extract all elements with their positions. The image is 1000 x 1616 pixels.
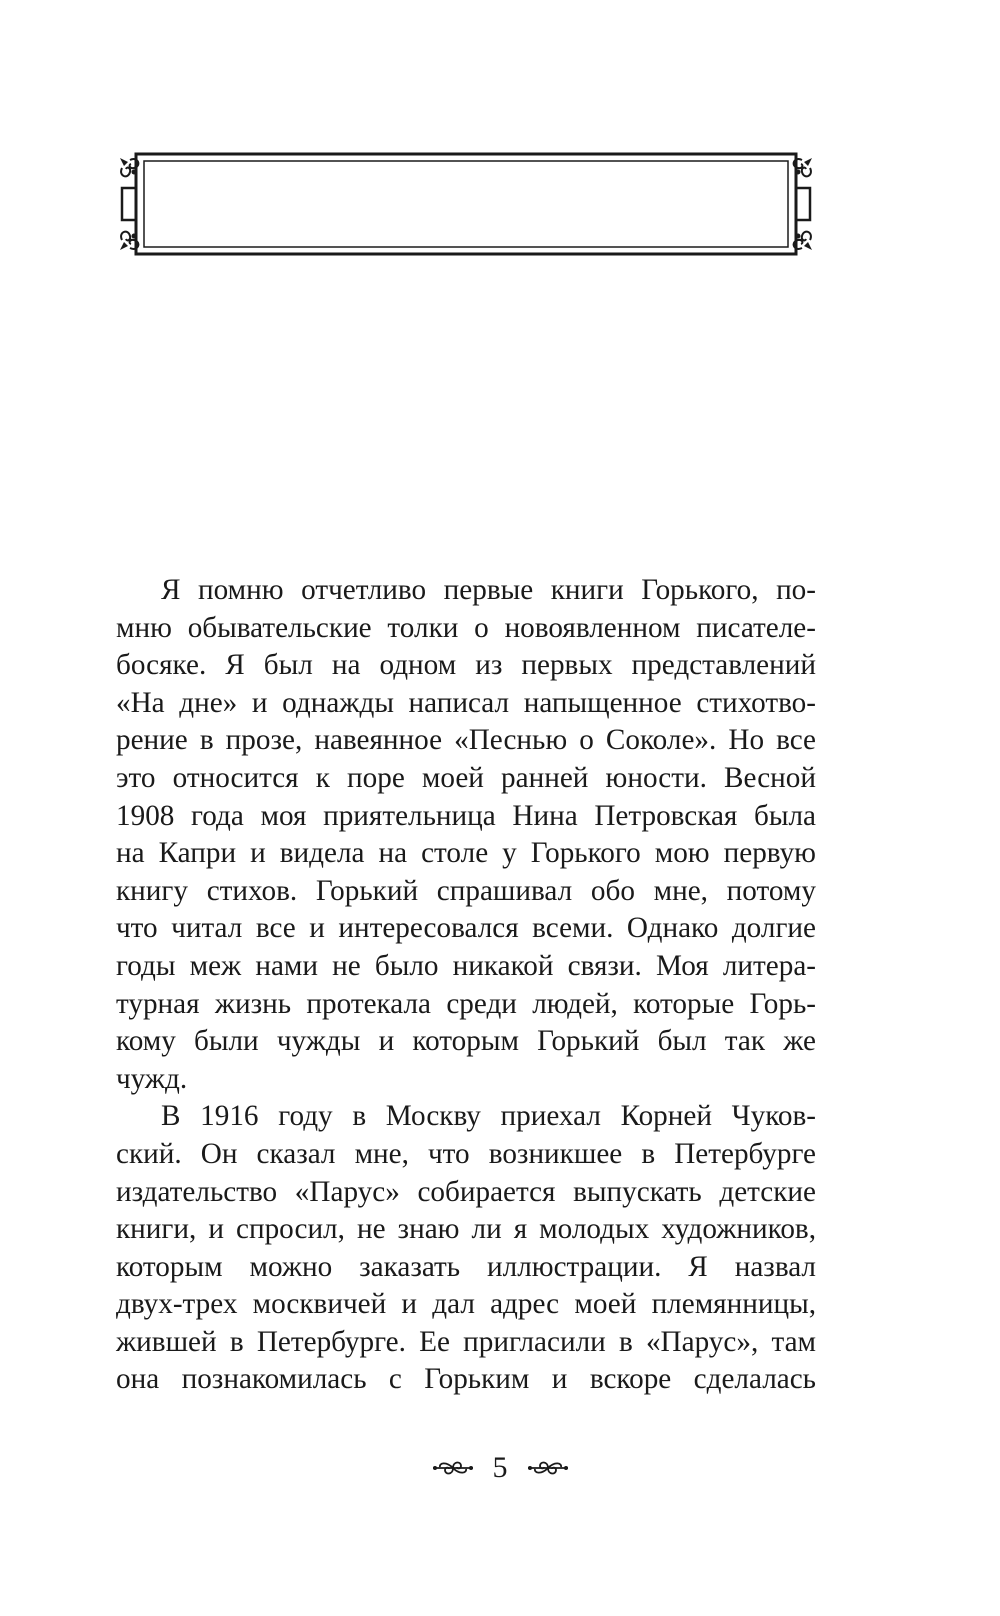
text-line: мню обывательские толки о новоявленном писателе- — [116, 611, 816, 644]
text-line: которым можно заказать иллюстрации. Я назвал — [116, 1250, 816, 1283]
text-line: кому были чужды и которым Горький был так же — [116, 1025, 816, 1058]
text-line: двух-трех москвичей и дал адрес моей племянницы, — [116, 1288, 816, 1321]
text-line: ский. Он сказал мне, что возникшее в Петербурге — [116, 1137, 816, 1170]
text-line: рение в прозе, навеянное «Песнью о Соколе». Но все — [116, 724, 816, 757]
page-footer — [0, 1448, 1000, 1488]
text-line: «На дне» и однажды написал напыщенное стихотво- — [116, 686, 816, 719]
main-text — [116, 572, 816, 1399]
text-line: Я помню отчетливо первые книги Горького, по- — [161, 574, 816, 606]
text-line: книги, и спросил, не знаю ли я молодых художников, — [116, 1213, 816, 1246]
text-line: она познакомилась с Горьким и вскоре сделалась — [116, 1363, 816, 1396]
text-line: что читал все и интересовался всеми. Однако долгие — [116, 912, 816, 945]
paragraph-1 — [116, 572, 816, 1098]
scroll-ornament-left-icon — [431, 1457, 475, 1479]
text-line: чужд. — [116, 1062, 188, 1095]
page-number: 5 — [492, 1451, 508, 1484]
decorative-frame-icon — [108, 148, 824, 260]
text-line: годы меж нами не было никакой связи. Моя литера- — [116, 949, 816, 982]
text-line: издательство «Парус» собирается выпускать детские — [116, 1175, 816, 1208]
paragraph-2 — [116, 1098, 816, 1399]
text-line: это относится к поре моей ранней юности. Весной — [116, 761, 816, 794]
scroll-ornament-right-icon — [526, 1457, 570, 1479]
text-line: на Капри и видела на столе у Горького мою первую — [116, 837, 816, 870]
text-line: жившей в Петербурге. Ее пригласили в «Парус», там — [116, 1325, 816, 1358]
text-line: турная жизнь протекала среди людей, которые Горь- — [116, 987, 816, 1020]
header-ornamental-frame — [108, 148, 824, 260]
text-line: 1908 года моя приятельница Нина Петровская была — [116, 799, 816, 832]
text-line: босяке. Я был на одном из первых представлений — [116, 649, 816, 682]
text-line: В 1916 году в Москву приехал Корней Чуков- — [161, 1100, 816, 1133]
text-line: книгу стихов. Горький спрашивал обо мне, потому — [116, 874, 816, 907]
